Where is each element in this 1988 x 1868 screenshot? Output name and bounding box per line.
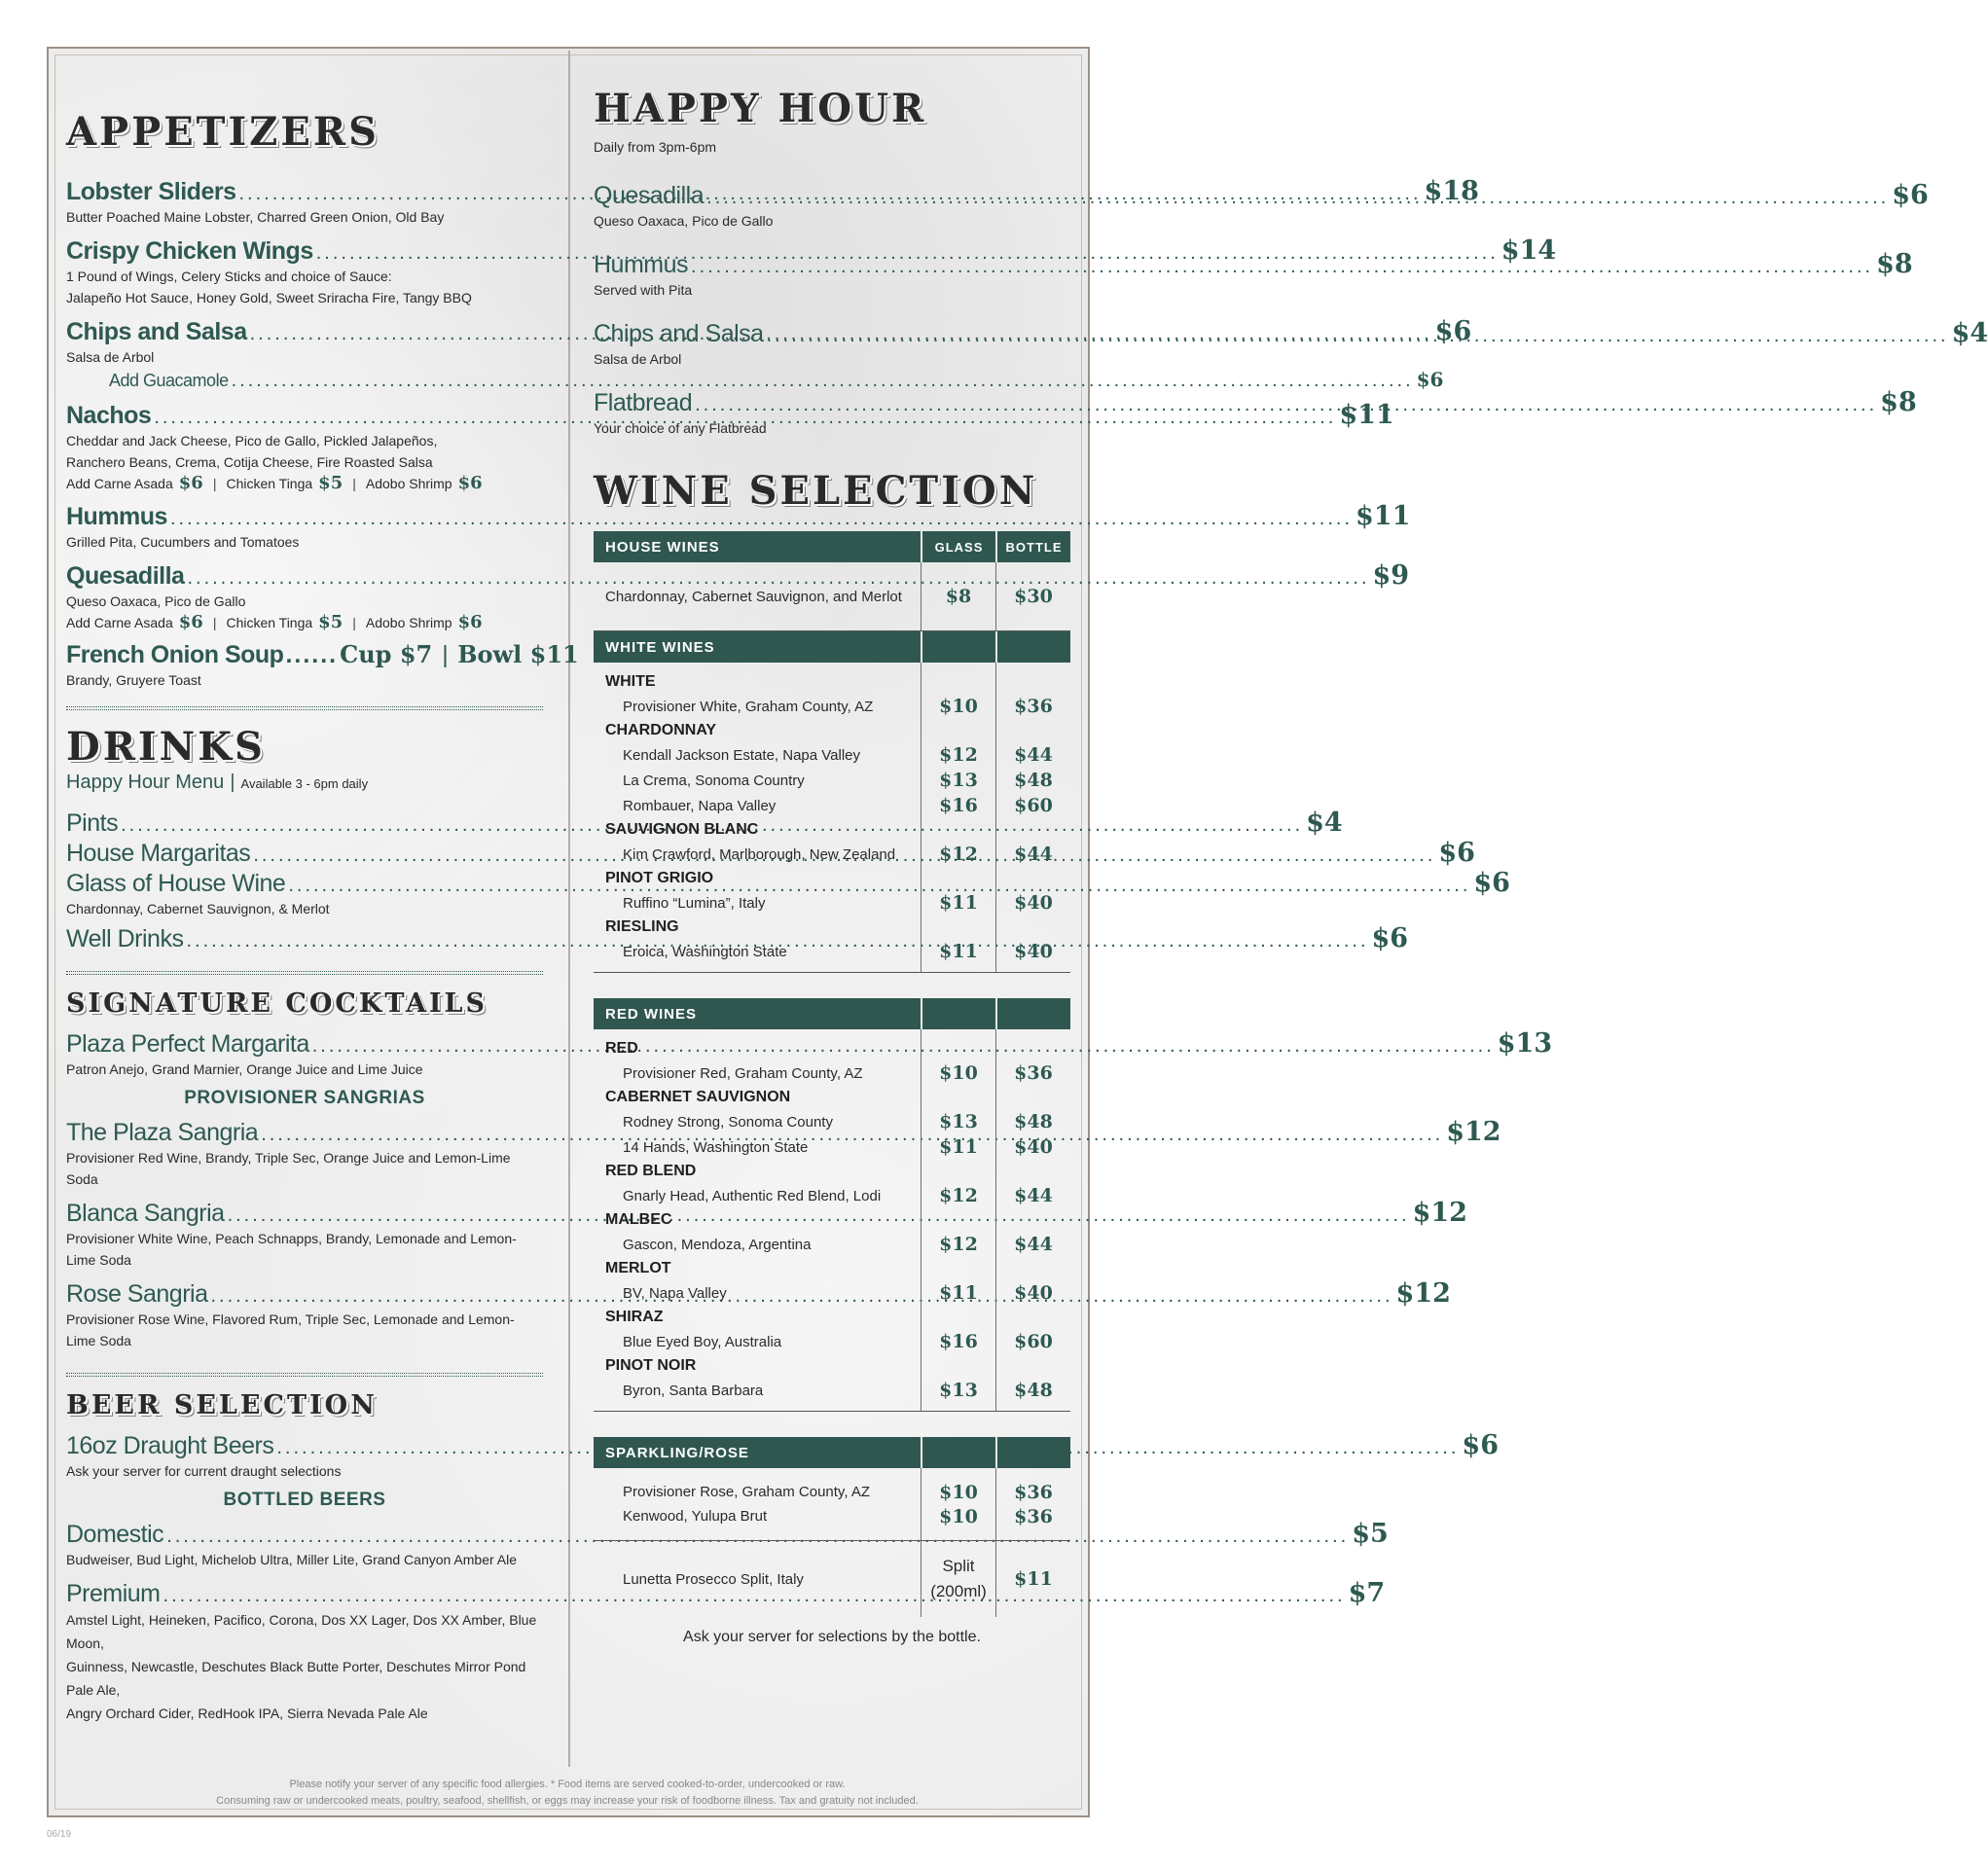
wine-name: Ruffino “Lumina”, Italy [623, 894, 766, 912]
white-wine-block [594, 663, 1070, 973]
item-price: $6 [1438, 838, 1475, 868]
wine-row [594, 562, 1070, 630]
glass-price: $12 [921, 842, 995, 867]
glass-price: $16 [921, 793, 995, 818]
item-price: $5 [1352, 1519, 1389, 1549]
glass-price: $13 [921, 1378, 995, 1403]
wine-section-label: WHITE WINES [605, 638, 715, 656]
wine-section-label: HOUSE WINES [605, 538, 720, 556]
drinks-happy-hour-note [66, 772, 543, 794]
cup-price: Cup $7 [340, 640, 433, 668]
wine-name: Kendall Jackson Estate, Napa Valley [623, 746, 861, 764]
glass-price: $16 [921, 1329, 995, 1354]
section-rule [66, 706, 543, 710]
wine-row [594, 1109, 1070, 1134]
wine-group-label: CABERNET SAUVIGNON [605, 1089, 791, 1105]
leader-dots: ...... [285, 641, 339, 668]
wine-name: Lunetta Prosecco Split, Italy [623, 1570, 804, 1588]
item-name: Hummus [594, 251, 689, 278]
wine-group-row [594, 1208, 1070, 1232]
addon-label: Add Carne Asada [66, 476, 173, 491]
print-date: 06/19 [47, 1829, 72, 1840]
item-description: Salsa de Arbol [594, 351, 682, 367]
blank-cell [921, 1160, 995, 1183]
wine-name: La Crema, Sonoma Country [623, 772, 805, 789]
happy-hour-title: HAPPY HOUR [594, 86, 927, 131]
blank-cell [995, 1257, 1070, 1280]
leader-dots [767, 325, 1949, 347]
bottled-beers-heading: BOTTLED BEERS [223, 1490, 386, 1510]
bowl-price: Bowl $11 [457, 640, 579, 668]
bottle-price: $48 [995, 768, 1070, 793]
wine-group-row [594, 1354, 1070, 1378]
cocktails-title: SIGNATURE COCKTAILS [66, 988, 488, 1019]
wine-group-row [594, 916, 1070, 939]
blank-cell [995, 998, 1070, 1029]
item-name: Crispy Chicken Wings [66, 237, 313, 265]
blank-cell [921, 998, 995, 1029]
item-price: $4 [1951, 318, 1988, 348]
item-name: Blanca Sangria [66, 1200, 225, 1227]
blank-cell [921, 1354, 995, 1378]
item-description: Guinness, Newcastle, Deschutes Black Butte Porter, Deschutes Mirror Pond Pale Ale, [66, 1659, 526, 1698]
wine-group-row [594, 1257, 1070, 1280]
bottle-price: $48 [995, 1378, 1070, 1403]
wine-title: WINE SELECTION [594, 468, 1038, 514]
wine-row [594, 842, 1070, 867]
addon-options [66, 612, 543, 632]
bottle-price: $60 [995, 793, 1070, 818]
wine-group-label: WHITE [605, 673, 656, 690]
menu-item [66, 316, 1472, 392]
item-price: $12 [1412, 1198, 1467, 1228]
item-name: Hummus [66, 503, 167, 530]
wine-row [594, 939, 1070, 964]
red-wine-block [594, 1029, 1070, 1412]
glass-price: $11 [921, 890, 995, 916]
addon-price: $5 [318, 473, 343, 493]
item-description: Ranchero Beans, Crema, Cotija Cheese, Fire Roasted Salsa [66, 454, 433, 470]
addon-price: $6 [178, 473, 203, 493]
wine-name: BV, Napa Valley [623, 1284, 727, 1302]
blank-cell [995, 1437, 1070, 1468]
item-price: $7 [1348, 1578, 1386, 1608]
glass-price: $12 [921, 742, 995, 768]
footer-disclaimer [58, 1777, 1076, 1810]
wine-header-red [594, 998, 1070, 1029]
item-price: $11 [1339, 400, 1394, 430]
happy-hour-hours: Available 3 - 6pm daily [240, 776, 369, 791]
column-divider [568, 51, 570, 1767]
wine-group-label: MERLOT [605, 1260, 671, 1276]
glass-price: $13 [921, 1109, 995, 1134]
bottle-price: $30 [995, 562, 1070, 630]
item-description: Brandy, Gruyere Toast [66, 672, 201, 688]
item-name: 16oz Draught Beers [66, 1432, 274, 1459]
wine-row [594, 1378, 1070, 1403]
wine-row [594, 1060, 1070, 1086]
split-size [921, 1541, 995, 1617]
blank-cell [995, 1086, 1070, 1109]
item-name: House Margaritas [66, 840, 251, 867]
sparkling-wine-block [594, 1468, 1070, 1541]
wine-group-label: RED [605, 1040, 638, 1057]
blank-cell [921, 1257, 995, 1280]
bottle-price: $44 [995, 1183, 1070, 1208]
bottle-price: $60 [995, 1329, 1070, 1354]
house-wine-block [594, 562, 1070, 631]
item-name: Chips and Salsa [66, 318, 247, 345]
glass-price: $8 [921, 562, 995, 630]
wine-row [594, 1280, 1070, 1306]
wine-name: Gnarly Head, Authentic Red Blend, Lodi [623, 1187, 882, 1204]
item-name: Premium [66, 1580, 161, 1607]
addon-price: $6 [457, 473, 483, 493]
blank-cell [995, 1354, 1070, 1378]
spacer [594, 1468, 1070, 1480]
addon-options [66, 473, 543, 493]
spacer [594, 1403, 1070, 1411]
wine-name: Kim Crawford, Marlborough, New Zealand [623, 845, 896, 863]
item-description: Provisioner Rose Wine, Flavored Rum, Triple Sec, Lemonade and Lemon-Lime Soda [66, 1311, 515, 1348]
addon-label: Chicken Tinga [226, 476, 313, 491]
beer-title: BEER SELECTION [66, 1390, 378, 1420]
wine-row [594, 768, 1070, 793]
wine-name: Provisioner White, Graham County, AZ [623, 698, 874, 715]
addon-label: Adobo Shrimp [365, 615, 452, 630]
wine-group-row [594, 1306, 1070, 1329]
addon-price: $6 [178, 612, 203, 632]
wine-name: Gascon, Mendoza, Argentina [623, 1236, 812, 1253]
blank-cell [995, 818, 1070, 842]
glass-price: $10 [921, 1480, 995, 1504]
wine-header-white [594, 631, 1070, 663]
bottle-price: $40 [995, 890, 1070, 916]
blank-cell [921, 818, 995, 842]
item-description: Queso Oaxaca, Pico de Gallo [66, 593, 246, 609]
item-price: $18 [1424, 176, 1479, 206]
item-name: French Onion Soup [66, 641, 284, 668]
item-description: 1 Pound of Wings, Celery Sticks and choice of Sauce: [66, 269, 392, 284]
item-description: Angry Orchard Cider, RedHook IPA, Sierra Nevada Pale Ale [66, 1706, 428, 1721]
spacer [594, 1029, 1070, 1037]
sangrias-heading: PROVISIONER SANGRIAS [184, 1088, 425, 1108]
item-price: $8 [1880, 387, 1917, 417]
spacer [594, 663, 1070, 670]
bottle-selection-note: Ask your server for selections by the bottle. [683, 1629, 981, 1645]
item-price: $6 [1434, 316, 1472, 346]
bottle-price: $44 [995, 742, 1070, 768]
item-description: Patron Anejo, Grand Marnier, Orange Juice and Lime Juice [66, 1061, 423, 1077]
spacer [594, 973, 1070, 998]
blank-cell [921, 1086, 995, 1109]
glass-price: $11 [921, 1134, 995, 1160]
item-price: $12 [1395, 1278, 1451, 1309]
item-description: Grilled Pita, Cucumbers and Tomatoes [66, 534, 300, 550]
wine-name: 14 Hands, Washington State [623, 1138, 809, 1156]
blank-cell [921, 1037, 995, 1060]
wine-row [594, 1134, 1070, 1160]
section-rule [66, 971, 543, 975]
drinks-title: DRINKS [66, 724, 266, 770]
blank-cell [995, 1306, 1070, 1329]
item-description: Cheddar and Jack Cheese, Pico de Gallo, Pickled Jalapeños, [66, 433, 438, 449]
item-description: Jalapeño Hot Sauce, Honey Gold, Sweet Sriracha Fire, Tangy BBQ [66, 290, 472, 305]
happy-hour-item [594, 318, 1988, 370]
glass-price: $10 [921, 694, 995, 719]
addon-label: Adobo Shrimp [365, 476, 452, 491]
item-name: Plaza Perfect Margarita [66, 1030, 309, 1058]
item-price: $6 [1892, 180, 1929, 210]
item-price: $4 [1306, 808, 1343, 838]
item-description: Ask your server for current draught selections [66, 1463, 342, 1479]
separator: | [352, 615, 356, 630]
addon-price: $5 [318, 612, 343, 632]
wine-group-label: SHIRAZ [605, 1309, 664, 1325]
wine-row [594, 742, 1070, 768]
blank-cell [995, 867, 1070, 890]
addon-name: Add Guacamole [109, 371, 229, 390]
item-price: $13 [1497, 1028, 1553, 1059]
separator: | [212, 615, 217, 630]
item-price: $12 [1446, 1117, 1501, 1147]
item-price: $14 [1500, 235, 1557, 266]
glass-price: $10 [921, 1504, 995, 1528]
separator: | [352, 476, 356, 491]
bottle-price: $36 [995, 1060, 1070, 1086]
blank-cell [921, 916, 995, 939]
item-price: $6 [1462, 1430, 1499, 1460]
item-description: Provisioner White Wine, Peach Schnapps, Brandy, Lemonade and Lemon-Lime Soda [66, 1231, 517, 1268]
split-volume: (200ml) [930, 1582, 987, 1600]
bottle-price: $36 [995, 1504, 1070, 1528]
wine-row [594, 1504, 1070, 1528]
item-description: Served with Pita [594, 282, 693, 298]
addon-price: $6 [1416, 368, 1444, 391]
section-rule [66, 1373, 543, 1377]
wine-row [594, 1329, 1070, 1354]
item-name: Pints [66, 809, 119, 837]
wine-row [594, 1541, 1070, 1617]
item-name: Flatbread [594, 389, 693, 416]
happy-hour-subtitle: Daily from 3pm-6pm [594, 139, 717, 155]
blank-cell [995, 670, 1070, 694]
blank-cell [995, 1160, 1070, 1183]
bottle-price: $40 [995, 1280, 1070, 1306]
wine-name: Chardonnay, Cabernet Sauvignon, and Merlot [605, 588, 902, 605]
leader-dots [691, 256, 1873, 278]
item-description: Budweiser, Bud Light, Michelob Ultra, Miller Lite, Grand Canyon Amber Ale [66, 1552, 518, 1567]
wine-name: Eroica, Washington State [623, 943, 787, 960]
glass-price: $10 [921, 1060, 995, 1086]
bottle-price: $36 [995, 1480, 1070, 1504]
item-price: $6 [1473, 868, 1510, 898]
raw-food-warning: Consuming raw or undercooked meats, poultry, seafood, shellfish, or eggs may increase your risk of foodborne illness. Tax and gratuity not included. [216, 1795, 919, 1807]
glass-price: $11 [921, 1280, 995, 1306]
item-name: Domestic [66, 1521, 164, 1548]
wine-name: Byron, Santa Barbara [623, 1382, 764, 1399]
spacer [594, 1528, 1070, 1540]
wine-group-row [594, 1086, 1070, 1109]
blank-cell [921, 631, 995, 663]
item-name: Glass of House Wine [66, 870, 286, 897]
wine-group-label: SAUVIGNON BLANC [605, 821, 759, 838]
separator: | [230, 772, 235, 793]
leader-dots [706, 187, 1889, 209]
wine-group-row [594, 719, 1070, 742]
bottle-column-header: BOTTLE [995, 531, 1070, 562]
wine-header-house [594, 531, 1070, 562]
wine-header-sparkling [594, 1437, 1070, 1468]
wine-group-row [594, 1037, 1070, 1060]
split-label: Split [942, 1557, 975, 1575]
wine-section-label: RED WINES [605, 1005, 698, 1023]
wine-name: Rodney Strong, Sonoma County [623, 1113, 833, 1131]
spacer [594, 964, 1070, 972]
glass-price: $11 [921, 939, 995, 964]
wine-name: Kenwood, Yulupa Brut [623, 1508, 768, 1525]
wine-group-row [594, 818, 1070, 842]
menu-item [66, 640, 579, 691]
wine-row [594, 1480, 1070, 1504]
bottle-price: $44 [995, 842, 1070, 867]
item-price: $9 [1372, 560, 1410, 591]
item-description: Salsa de Arbol [66, 349, 155, 365]
item-price: $11 [1355, 501, 1411, 531]
wine-row [594, 694, 1070, 719]
addon-label: Chicken Tinga [226, 615, 313, 630]
item-description: Butter Poached Maine Lobster, Charred Green Onion, Old Bay [66, 209, 445, 225]
glass-price: $12 [921, 1232, 995, 1257]
glass-column-header: GLASS [921, 531, 995, 562]
item-name: Nachos [66, 402, 152, 429]
wine-group-label: MALBEC [605, 1211, 672, 1228]
wine-group-label: CHARDONNAY [605, 722, 717, 738]
item-name: Quesadilla [594, 182, 705, 209]
bottle-price: $48 [995, 1109, 1070, 1134]
wine-group-label: PINOT NOIR [605, 1357, 697, 1374]
wine-table [594, 531, 1070, 1646]
addon-price: $6 [457, 612, 483, 632]
bottle-price: $36 [995, 694, 1070, 719]
wine-group-label: PINOT GRIGIO [605, 870, 714, 886]
wine-name: Provisioner Rose, Graham County, AZ [623, 1484, 870, 1500]
blank-cell [921, 1208, 995, 1232]
wine-group-row [594, 867, 1070, 890]
addon-label: Add Carne Asada [66, 615, 173, 630]
separator: | [442, 641, 449, 668]
item-description: Provisioner Red Wine, Brandy, Triple Sec, Orange Juice and Lemon-Lime Soda [66, 1150, 511, 1187]
blank-cell [921, 1306, 995, 1329]
blank-cell [995, 719, 1070, 742]
item-description: Chardonnay, Cabernet Sauvignon, & Merlot [66, 901, 330, 916]
separator: | [212, 476, 217, 491]
wine-group-label: RED BLEND [605, 1163, 697, 1179]
item-name: Chips and Salsa [594, 320, 764, 347]
wine-name: Provisioner Red, Graham County, AZ [623, 1064, 863, 1082]
bottle-price: $40 [995, 939, 1070, 964]
item-description: Amstel Light, Heineken, Pacifico, Corona, Dos XX Lager, Dos XX Amber, Blue Moon, [66, 1612, 537, 1651]
blank-cell [921, 867, 995, 890]
leader-dots [695, 394, 1877, 416]
item-name: Rose Sangria [66, 1280, 208, 1308]
blank-cell [921, 1437, 995, 1468]
item-description: Queso Oaxaca, Pico de Gallo [594, 213, 774, 229]
wine-row [594, 1183, 1070, 1208]
wine-group-row [594, 670, 1070, 694]
item-price: $6 [1371, 923, 1409, 953]
blank-cell [995, 631, 1070, 663]
blank-cell [921, 670, 995, 694]
allergy-notice: Please notify your server of any specific food allergies. * Food items are served cooked-to-order, undercooked or raw. [289, 1778, 846, 1790]
blank-cell [921, 719, 995, 742]
wine-group-label: RIESLING [605, 918, 679, 935]
appetizers-title: APPETIZERS [66, 109, 380, 155]
wine-group-row [594, 1160, 1070, 1183]
blank-cell [995, 1208, 1070, 1232]
item-name: Well Drinks [66, 925, 184, 952]
spacer [594, 1412, 1070, 1437]
wine-row [594, 1232, 1070, 1257]
glass-price: $13 [921, 768, 995, 793]
wine-section-label: SPARKLING/ROSE [605, 1444, 749, 1461]
happy-hour-label: Happy Hour Menu [66, 772, 225, 793]
bottle-price: $11 [995, 1541, 1070, 1617]
wine-name: Rombauer, Napa Valley [623, 797, 777, 814]
item-price: $8 [1876, 249, 1913, 279]
blank-cell [995, 1037, 1070, 1060]
bottle-price: $40 [995, 1134, 1070, 1160]
item-name: Quesadilla [66, 562, 185, 590]
wine-row [594, 890, 1070, 916]
item-name: Lobster Sliders [66, 178, 236, 205]
item-name: The Plaza Sangria [66, 1119, 259, 1146]
bottle-price: $44 [995, 1232, 1070, 1257]
wine-name: Blue Eyed Boy, Australia [623, 1333, 782, 1350]
wine-row [594, 793, 1070, 818]
blank-cell [995, 916, 1070, 939]
glass-price: $12 [921, 1183, 995, 1208]
split-wine-block [594, 1541, 1070, 1617]
item-description: Your choice of any Flatbread [594, 420, 767, 436]
